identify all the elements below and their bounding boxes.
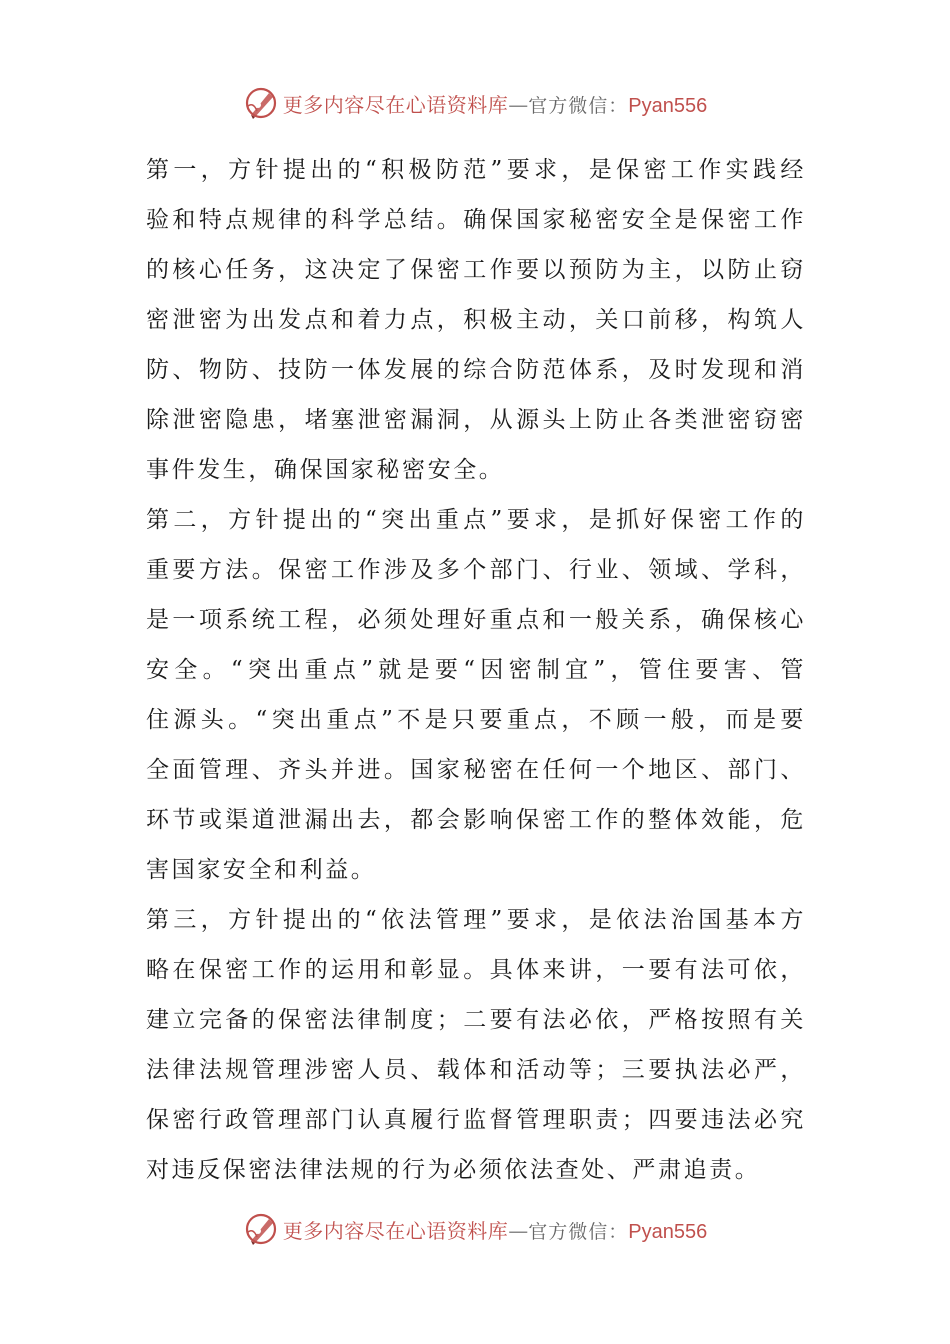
banner-text <box>283 1215 707 1244</box>
text-line: 安全。“突出重点”就是要“因密制宜”，管住要害、管 <box>146 657 806 683</box>
banner-text <box>283 89 707 118</box>
text-line: 法律法规管理涉密人员、载体和活动等；三要执法必严， <box>146 1057 806 1083</box>
text-line: 的核心任务，这决定了保密工作要以预防为主，以防止窃 <box>146 257 806 283</box>
text-line: 除泄密隐患，堵塞泄密漏洞，从源头上防止各类泄密窃密 <box>146 407 806 433</box>
text-line: 害国家安全和利益。 <box>146 857 377 883</box>
text-line: 略在保密工作的运用和彰显。具体来讲，一要有法可依， <box>146 957 806 983</box>
text-line: 住源头。“突出重点”不是只要重点，不顾一般，而是要 <box>146 707 806 733</box>
text-line: 第一，方针提出的“积极防范”要求，是保密工作实践经 <box>146 157 806 183</box>
header-banner <box>0 83 950 123</box>
pen-logo-icon <box>243 1211 279 1247</box>
banner-wechat-label: 官方微信： <box>528 94 629 117</box>
banner-site-name: 更多内容尽在心语资料库 <box>282 92 509 117</box>
banner-separator: — <box>508 1218 529 1243</box>
text-line: 防、物防、技防一体发展的综合防范体系，及时发现和消 <box>146 357 806 383</box>
banner-site-name: 更多内容尽在心语资料库 <box>282 1218 509 1243</box>
text-line: 事件发生，确保国家秘密安全。 <box>146 457 505 483</box>
paragraph-2 <box>146 495 806 895</box>
document-body <box>146 145 806 1195</box>
paragraph-3 <box>146 895 806 1195</box>
text-line: 对违反保密法律法规的行为必须依法查处、严肃追责。 <box>146 1157 761 1183</box>
text-line: 第三，方针提出的“依法管理”要求，是依法治国基本方 <box>146 907 806 933</box>
text-line: 验和特点规律的科学总结。确保国家秘密安全是保密工作 <box>146 207 806 233</box>
text-line: 建立完备的保密法律制度；二要有法必依，严格按照有关 <box>146 1007 806 1033</box>
text-line: 第二，方针提出的“突出重点”要求，是抓好保密工作的 <box>146 507 806 533</box>
text-line: 是一项系统工程，必须处理好重点和一般关系，确保核心 <box>146 607 806 633</box>
text-line: 全面管理、齐头并进。国家秘密在任何一个地区、部门、 <box>146 757 806 783</box>
text-line: 重要方法。保密工作涉及多个部门、行业、领域、学科， <box>146 557 806 583</box>
footer-banner <box>0 1209 950 1249</box>
banner-wechat-id: Pyan556 <box>628 1220 708 1243</box>
paragraph-1 <box>146 145 806 495</box>
pen-logo-icon <box>243 85 279 121</box>
text-line: 密泄密为出发点和着力点，积极主动，关口前移，构筑人 <box>146 307 806 333</box>
banner-wechat-label: 官方微信： <box>528 1220 629 1243</box>
banner-wechat-id: Pyan556 <box>628 94 708 117</box>
text-line: 环节或渠道泄漏出去，都会影响保密工作的整体效能，危 <box>146 807 806 833</box>
banner-separator: — <box>508 92 529 117</box>
text-line: 保密行政管理部门认真履行监督管理职责；四要违法必究 <box>146 1107 806 1133</box>
